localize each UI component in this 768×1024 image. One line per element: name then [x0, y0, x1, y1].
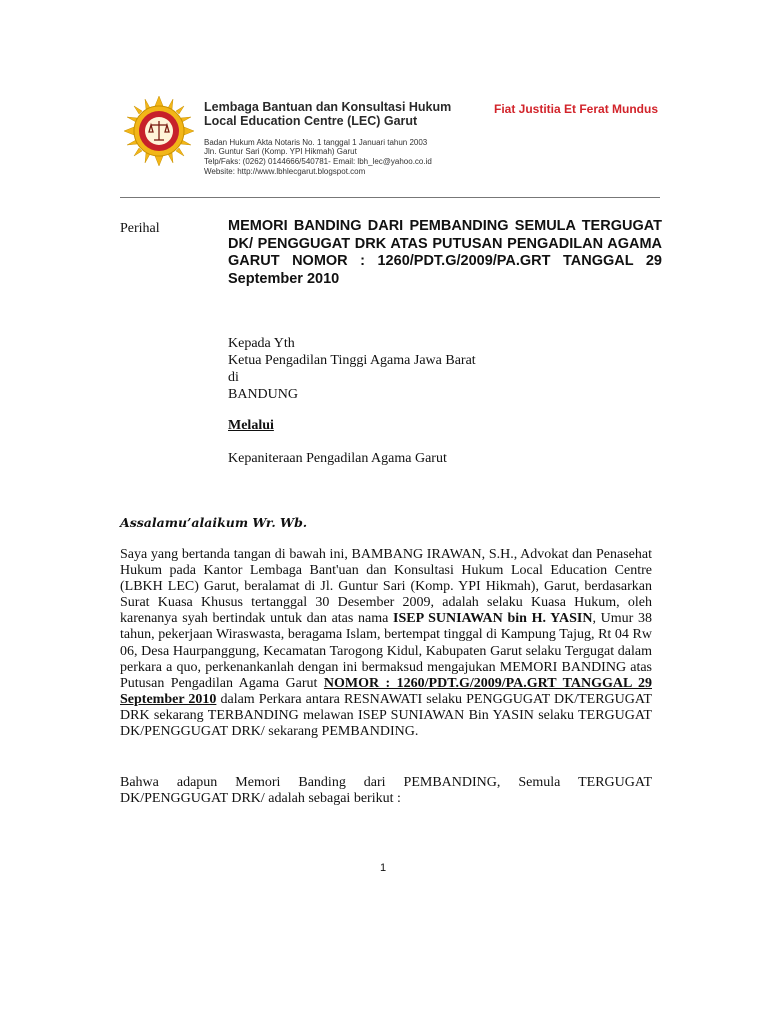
paragraph-1-text-b: , Umur 38 tahun, pekerjaan Wiraswasta, beragama Islam, bertempat tinggal di Kampung Tajug, Rt 04 Rw 06, Desa Haurpanggung, Kecamatan Tarogong Kidul, Kabupaten Garut selaku Tergugat dalam perkara a quo, perkenankanlah dengan ini bermaksud mengajukan MEMORI BANDING atas Putusan Pengadilan Agama Garut — [120, 611, 652, 691]
paragraph-1-text-c: dalam Perkara antara RESNAWATI selaku PENGGUGAT DK/TERGUGAT DRK sekarang TERBANDING melawan ISEP SUNIAWAN Bin YASIN selaku TERGUGAT DK/PENGGUGAT DRK/ sekarang PEMBANDING. — [120, 691, 652, 740]
letterhead-motto: Fiat Justitia Et Ferat Mundus — [494, 102, 659, 116]
paragraph-1-text-a: Saya yang bertanda tangan di bawah ini, BAMBANG IRAWAN, S.H., Advokat dan Penasehat Hukum pada Kantor Lembaga Bant'uan dan Konsultasi Hukum Local Education Centre (LBKH LEC) Garut, beralamat di Jl. Guntur Sari (Komp. YPI Hikmah), Garut, berdasarkan Surat Kuasa Khusus tertanggal 30 Desember 2009, adalah selaku Kuasa Hukum, oleh karenanya syah bertindak untuk dan atas nama — [120, 547, 652, 627]
address-kepada: Kepada Yth — [228, 336, 295, 351]
letterhead-divider — [120, 197, 660, 198]
address-melalui: Melalui — [228, 418, 274, 433]
letterhead-detail-website: Website: http://www.lbhlecgarut.blogspot.com — [204, 167, 366, 176]
letterhead-detail-contact: Telp/Faks: (0262) 0144666/540781- Email: lbh_lec@yahoo.co.id — [204, 157, 432, 166]
org-name-line2: Local Education Centre (LEC) Garut — [204, 114, 418, 128]
address-via: Kepaniteraan Pengadilan Agama Garut — [228, 451, 447, 466]
perihal-label: Perihal — [120, 221, 160, 236]
greeting: Assalamu’alaikum Wr. Wb. — [120, 515, 308, 530]
letterhead-detail-address: Jln. Guntur Sari (Komp. YPI Hikmah) Garut — [204, 147, 357, 156]
body-paragraph-2: Bahwa adapun Memori Banding dari PEMBANDING, Semula TERGUGAT DK/PENGGUGAT DRK/ adalah sebagai berikut : — [120, 775, 652, 807]
letterhead-detail-legal: Badan Hukum Akta Notaris No. 1 tanggal 1 Januari tahun 2003 — [204, 138, 428, 147]
organization-logo — [122, 94, 196, 168]
client-name: ISEP SUNIAWAN bin H. YASIN — [393, 611, 593, 627]
letter-subject: MEMORI BANDING DARI PEMBANDING SEMULA TERGUGAT DK/ PENGGUGAT DRK ATAS PUTUSAN PENGADILAN AGAMA GARUT NOMOR : 1260/PDT.G/2009/PA.GRT TANGGAL 29 September 2010 — [228, 218, 662, 287]
address-city: BANDUNG — [228, 387, 298, 402]
page-number: 1 — [380, 862, 387, 874]
address-di: di — [228, 370, 239, 385]
case-number: NOMOR : 1260/PDT.G/2009/PA.GRT TANGGAL 29 September 2010 — [120, 675, 652, 707]
body-paragraph-1 — [120, 547, 652, 740]
org-name-line1: Lembaga Bantuan dan Konsultasi Hukum — [204, 100, 452, 114]
address-recipient: Ketua Pengadilan Tinggi Agama Jawa Barat — [228, 353, 476, 368]
